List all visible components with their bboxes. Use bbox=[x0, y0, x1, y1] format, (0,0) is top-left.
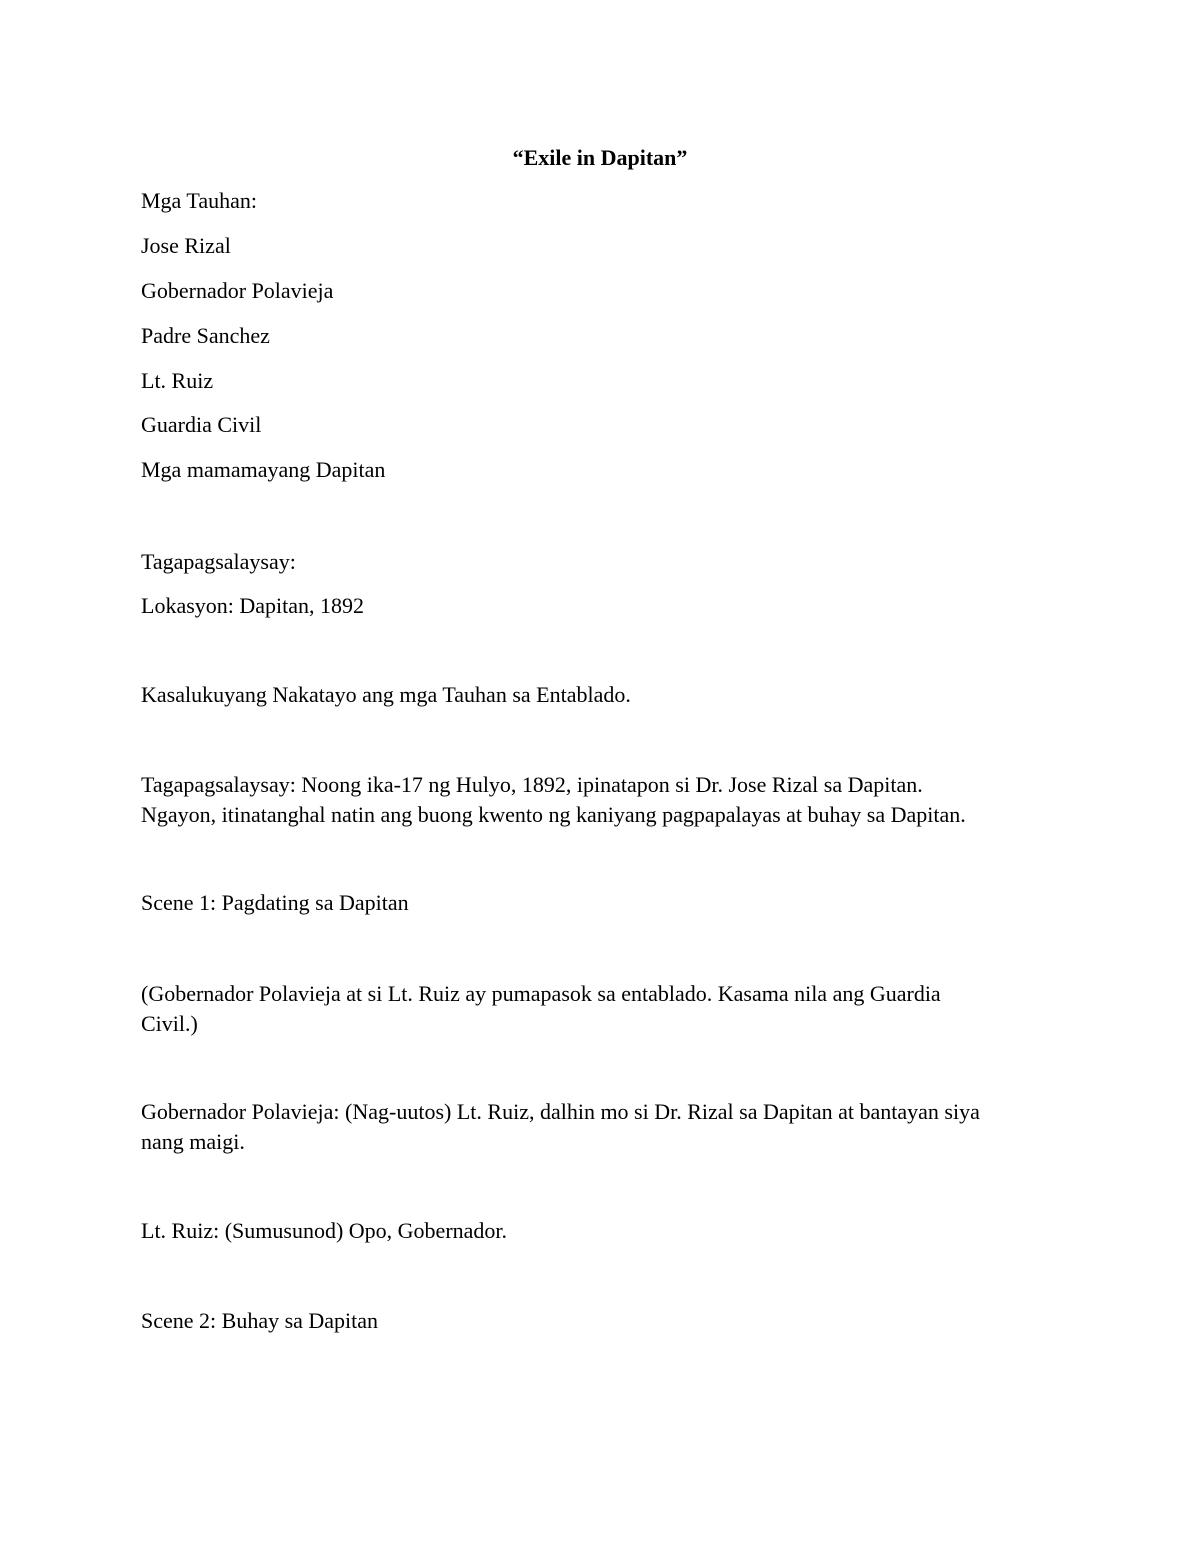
document-title: “Exile in Dapitan” bbox=[512, 145, 688, 170]
dialogue-line: nang maigi. bbox=[141, 1129, 245, 1154]
character-item: Guardia Civil bbox=[141, 412, 262, 437]
ruiz-dialogue: Lt. Ruiz: (Sumusunod) Opo, Gobernador. bbox=[141, 1218, 508, 1243]
narration-paragraph bbox=[141, 770, 1061, 830]
characters-heading: Mga Tauhan: bbox=[141, 188, 257, 213]
stage-direction-line: Civil.) bbox=[141, 1011, 198, 1036]
scene1-stage-direction bbox=[141, 979, 1061, 1039]
location-line: Lokasyon: Dapitan, 1892 bbox=[141, 593, 365, 618]
narration-line: Tagapagsalaysay: Noong ika-17 ng Hulyo, 1892, ipinatapon si Dr. Jose Rizal sa Dapitan. bbox=[141, 772, 923, 797]
scene2-heading: Scene 2: Buhay sa Dapitan bbox=[141, 1308, 379, 1333]
stage-direction-line: (Gobernador Polavieja at si Lt. Ruiz ay pumapasok sa entablado. Kasama nila ang Guardia bbox=[141, 981, 941, 1006]
character-item: Gobernador Polavieja bbox=[141, 278, 334, 303]
stage-note: Kasalukuyang Nakatayo ang mga Tauhan sa Entablado. bbox=[141, 682, 631, 707]
narration-line: Ngayon, itinatanghal natin ang buong kwento ng kaniyang pagpapalayas at buhay sa Dapitan. bbox=[141, 802, 966, 827]
narrator-label: Tagapagsalaysay: bbox=[141, 549, 296, 574]
scene1-heading: Scene 1: Pagdating sa Dapitan bbox=[141, 890, 409, 915]
character-item: Mga mamamayang Dapitan bbox=[141, 457, 386, 482]
dialogue-line: Gobernador Polavieja: (Nag-uutos) Lt. Ruiz, dalhin mo si Dr. Rizal sa Dapitan at bantayan siya bbox=[141, 1099, 980, 1124]
character-item: Lt. Ruiz bbox=[141, 368, 214, 393]
character-item: Padre Sanchez bbox=[141, 323, 270, 348]
character-item: Jose Rizal bbox=[141, 233, 231, 258]
polavieja-dialogue bbox=[141, 1097, 1061, 1157]
